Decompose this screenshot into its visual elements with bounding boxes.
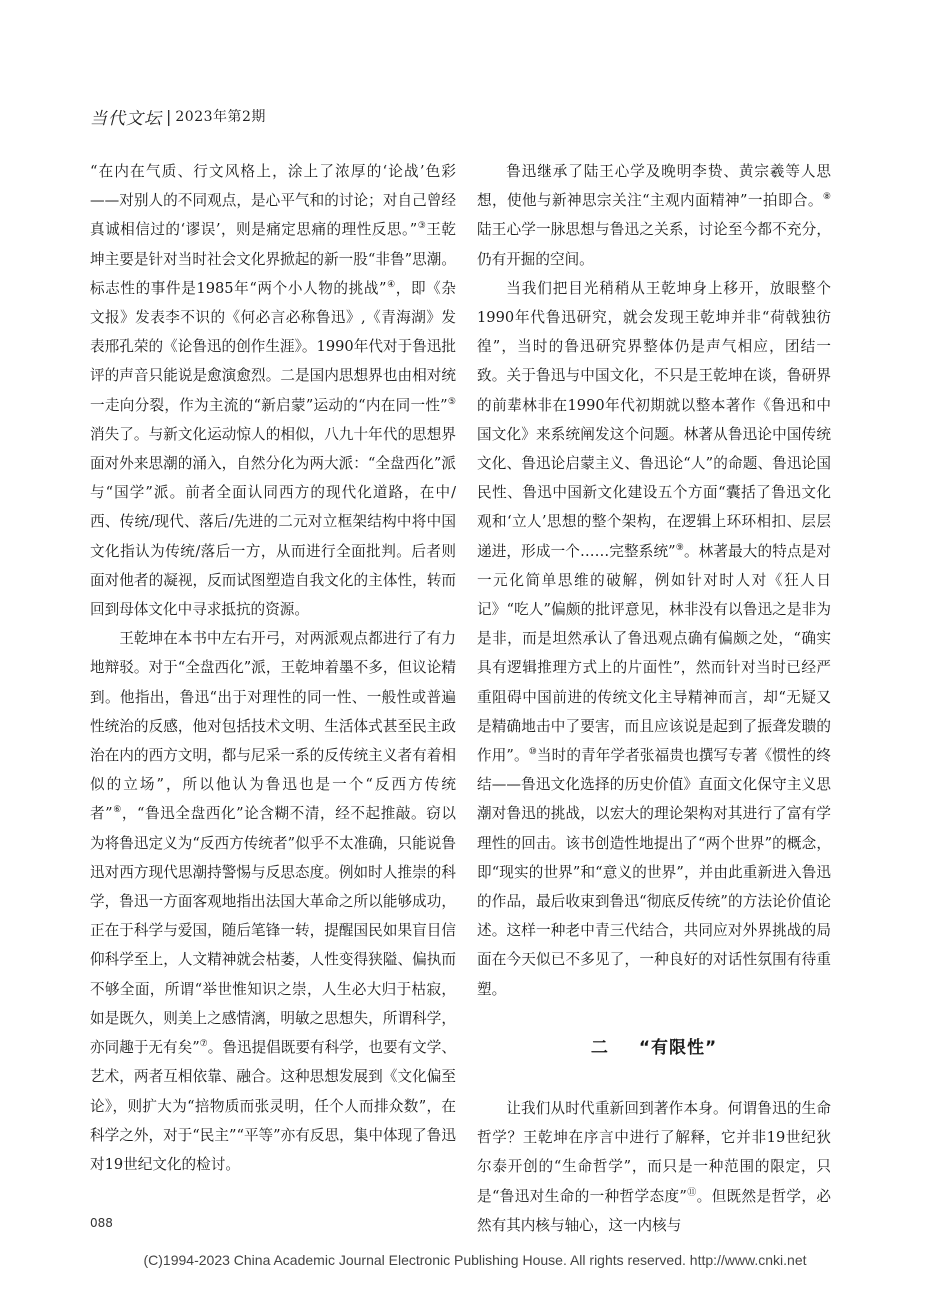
footnote-ref[interactable]: ⑨ <box>675 542 684 553</box>
page-number: 088 <box>90 1216 113 1230</box>
journal-name: 当代文坛 <box>90 108 162 129</box>
footnote-ref[interactable]: ③ <box>417 221 427 232</box>
paragraph: 让我们从时代重新回到著作本身。何谓鲁迅的生命哲学？王乾坤在序言中进行了解释，它并非19世纪狄尔泰开创的“生命哲学”，而只是一种范围的限定，只是“鲁迅对生命的一种哲学态度”⑪。但既然是哲学，必然有其内核与轴心，这一内核与 <box>477 1099 831 1234</box>
copyright-footer: (C)1994-2023 China Academic Journal Electronic Publishing House. All rights reserved. http://www.cnki.net <box>143 1252 807 1268</box>
footnote-ref[interactable]: ⑦ <box>199 1039 208 1050</box>
paragraph: 王乾坤在本书中左右开弓，对两派观点都进行了有力地辩驳。对于“全盘西化”派，王乾坤着墨不多，但议论精到。他指出，鲁迅“出于对理性的同一性、一般性或普遍性统治的反感，他对包括技术文明、生活体式甚至民主政治在内的西方文明，都与尼采一系的反传统主义者有着相似的立场”，所以他认为鲁迅也是一个“反西方传统者”⑥，“鲁迅全盘西化”论含糊不清，经不起推敲。窃以为将鲁迅定义为“反西方传统者”似乎不太准确，只能说鲁迅对西方现代思潮持警惕与反思态度。例如时人推崇的科学，鲁迅一方面客观地指出法国大革命之所以能够成功，正在于科学与爱国，随后笔锋一转，提醒国民如果盲目信仰科学至上，人文精神就会枯萎，人性变得狭隘、偏执而不够全面，所谓“举世惟知识之崇，人生必大归于枯寂，如是既久，则美上之感情漓，明敏之思想失，所谓科学，亦同趣于无有矣”⑦。鲁迅提倡既要有科学，也要有文学、艺术，两者互相依靠、融合。这种思想发展到《文化偏至论》，则扩大为“掊物质而张灵明，任个人而排众数”，在科学之外，对于“民主”“平等”亦有反思，集中体现了鲁迅对19世纪文化的检讨。 <box>90 630 456 1173</box>
section-number: 二 <box>590 1037 609 1058</box>
section-heading <box>477 1036 831 1060</box>
footnote-ref[interactable]: ④ <box>386 279 396 290</box>
left-column <box>90 157 456 1179</box>
paragraph: 当我们把目光稍稍从王乾坤身上移开，放眼整个1990年代鲁迅研究，就会发现王乾坤并非“荷戟独彷徨”，当时的鲁迅研究界整体仍是声气相应，团结一致。关于鲁迅与中国文化，不只是王乾坤在谈，鲁研界的前辈林非在1990年代初期就以整本著作《鲁迅和中国文化》来系统阐发这个问题。林著从鲁迅论中国传统文化、鲁迅论启蒙主义、鲁迅论“人”的命题、鲁迅论国民性、鲁迅中国新文化建设五个方面“囊括了鲁迅文化观和‘立人’思想的整个架构，在逻辑上环环相扣、层层递进，形成一个……完整系统”⑨。林著最大的特点是对一元化简单思维的破解，例如针对时人对《狂人日记》“吃人”偏颇的批评意见，林非没有以鲁迅之是非为是非，而是坦然承认了鲁迅观点确有偏颇之处，“确实具有逻辑推理方式上的片面性”，然而针对当时已经严重阻碍中国前进的传统文化主导精神而言，却“无疑又是精确地击中了要害，而且应该说是起到了振聋发聩的作用”。⑩当时的青年学者张福贵也撰写专著《惯性的终结——鲁迅文化选择的历史价值》直面文化保守主义思潮对鲁迅的挑战，以宏大的理论架构对其进行了富有学理性的回击。该书创造性地提出了“两个世界”的概念，即“现实的世界”和“意义的世界”，并由此重新进入鲁迅的作品，最后收束到鲁迅“彻底反传统”的方法论价值论述。这样一种老中青三代结合，共同应对外界挑战的局面在今天似已不多见了，一种良好的对话性氛围有待重塑。 <box>477 279 831 998</box>
footnote-ref[interactable]: ⑪ <box>686 1187 697 1198</box>
footnote-ref[interactable]: ⑧ <box>822 192 831 203</box>
right-column <box>477 157 831 1240</box>
paragraph: 鲁迅继承了陆王心学及晚明李贽、黄宗羲等人思想，使他与新神思宗关注“主观内面精神”一拍即合。⑧陆王心学一脉思想与鲁迅之关系，讨论至今都不充分，仍有开掘的空间。 <box>477 163 831 268</box>
running-header <box>90 104 266 128</box>
footnote-ref[interactable]: ⑥ <box>112 805 122 816</box>
header-separator: | <box>166 106 172 126</box>
footnote-ref[interactable]: ⑤ <box>447 396 456 407</box>
issue-label: 2023年第2期 <box>175 109 266 125</box>
section-title: “有限性” <box>638 1037 718 1058</box>
paragraph: “在内在气质、行文风格上，涂上了浓厚的‘论战’色彩——对别人的不同观点，是心平气和的讨论；对自己曾经真诚相信过的‘谬误’，则是痛定思痛的理性反思。”③王乾坤主要是针对当时社会文化界掀起的新一股“非鲁”思潮。标志性的事件是1985年“两个小人物的挑战”④，即《杂文报》发表李不识的《何必言必称鲁迅》,《青海湖》发表邢孔荣的《论鲁迅的创作生涯》。1990年代对于鲁迅批评的声音只能说是愈演愈烈。二是国内思想界也由相对统一走向分裂，作为主流的“新启蒙”运动的“内在同一性”⑤消失了。与新文化运动惊人的相似，八九十年代的思想界面对外来思潮的涌入，自然分化为两大派：“全盘西化”派与“国学”派。前者全面认同西方的现代化道路，在中/西、传统/现代、落后/先进的二元对立框架结构中将中国文化指认为传统/落后一方，从而进行全面批判。后者则面对他者的凝视，反而试图塑造自我文化的主体性，转而回到母体文化中寻求抵抗的资源。 <box>90 163 456 619</box>
footnote-ref[interactable]: ⑩ <box>528 747 537 758</box>
